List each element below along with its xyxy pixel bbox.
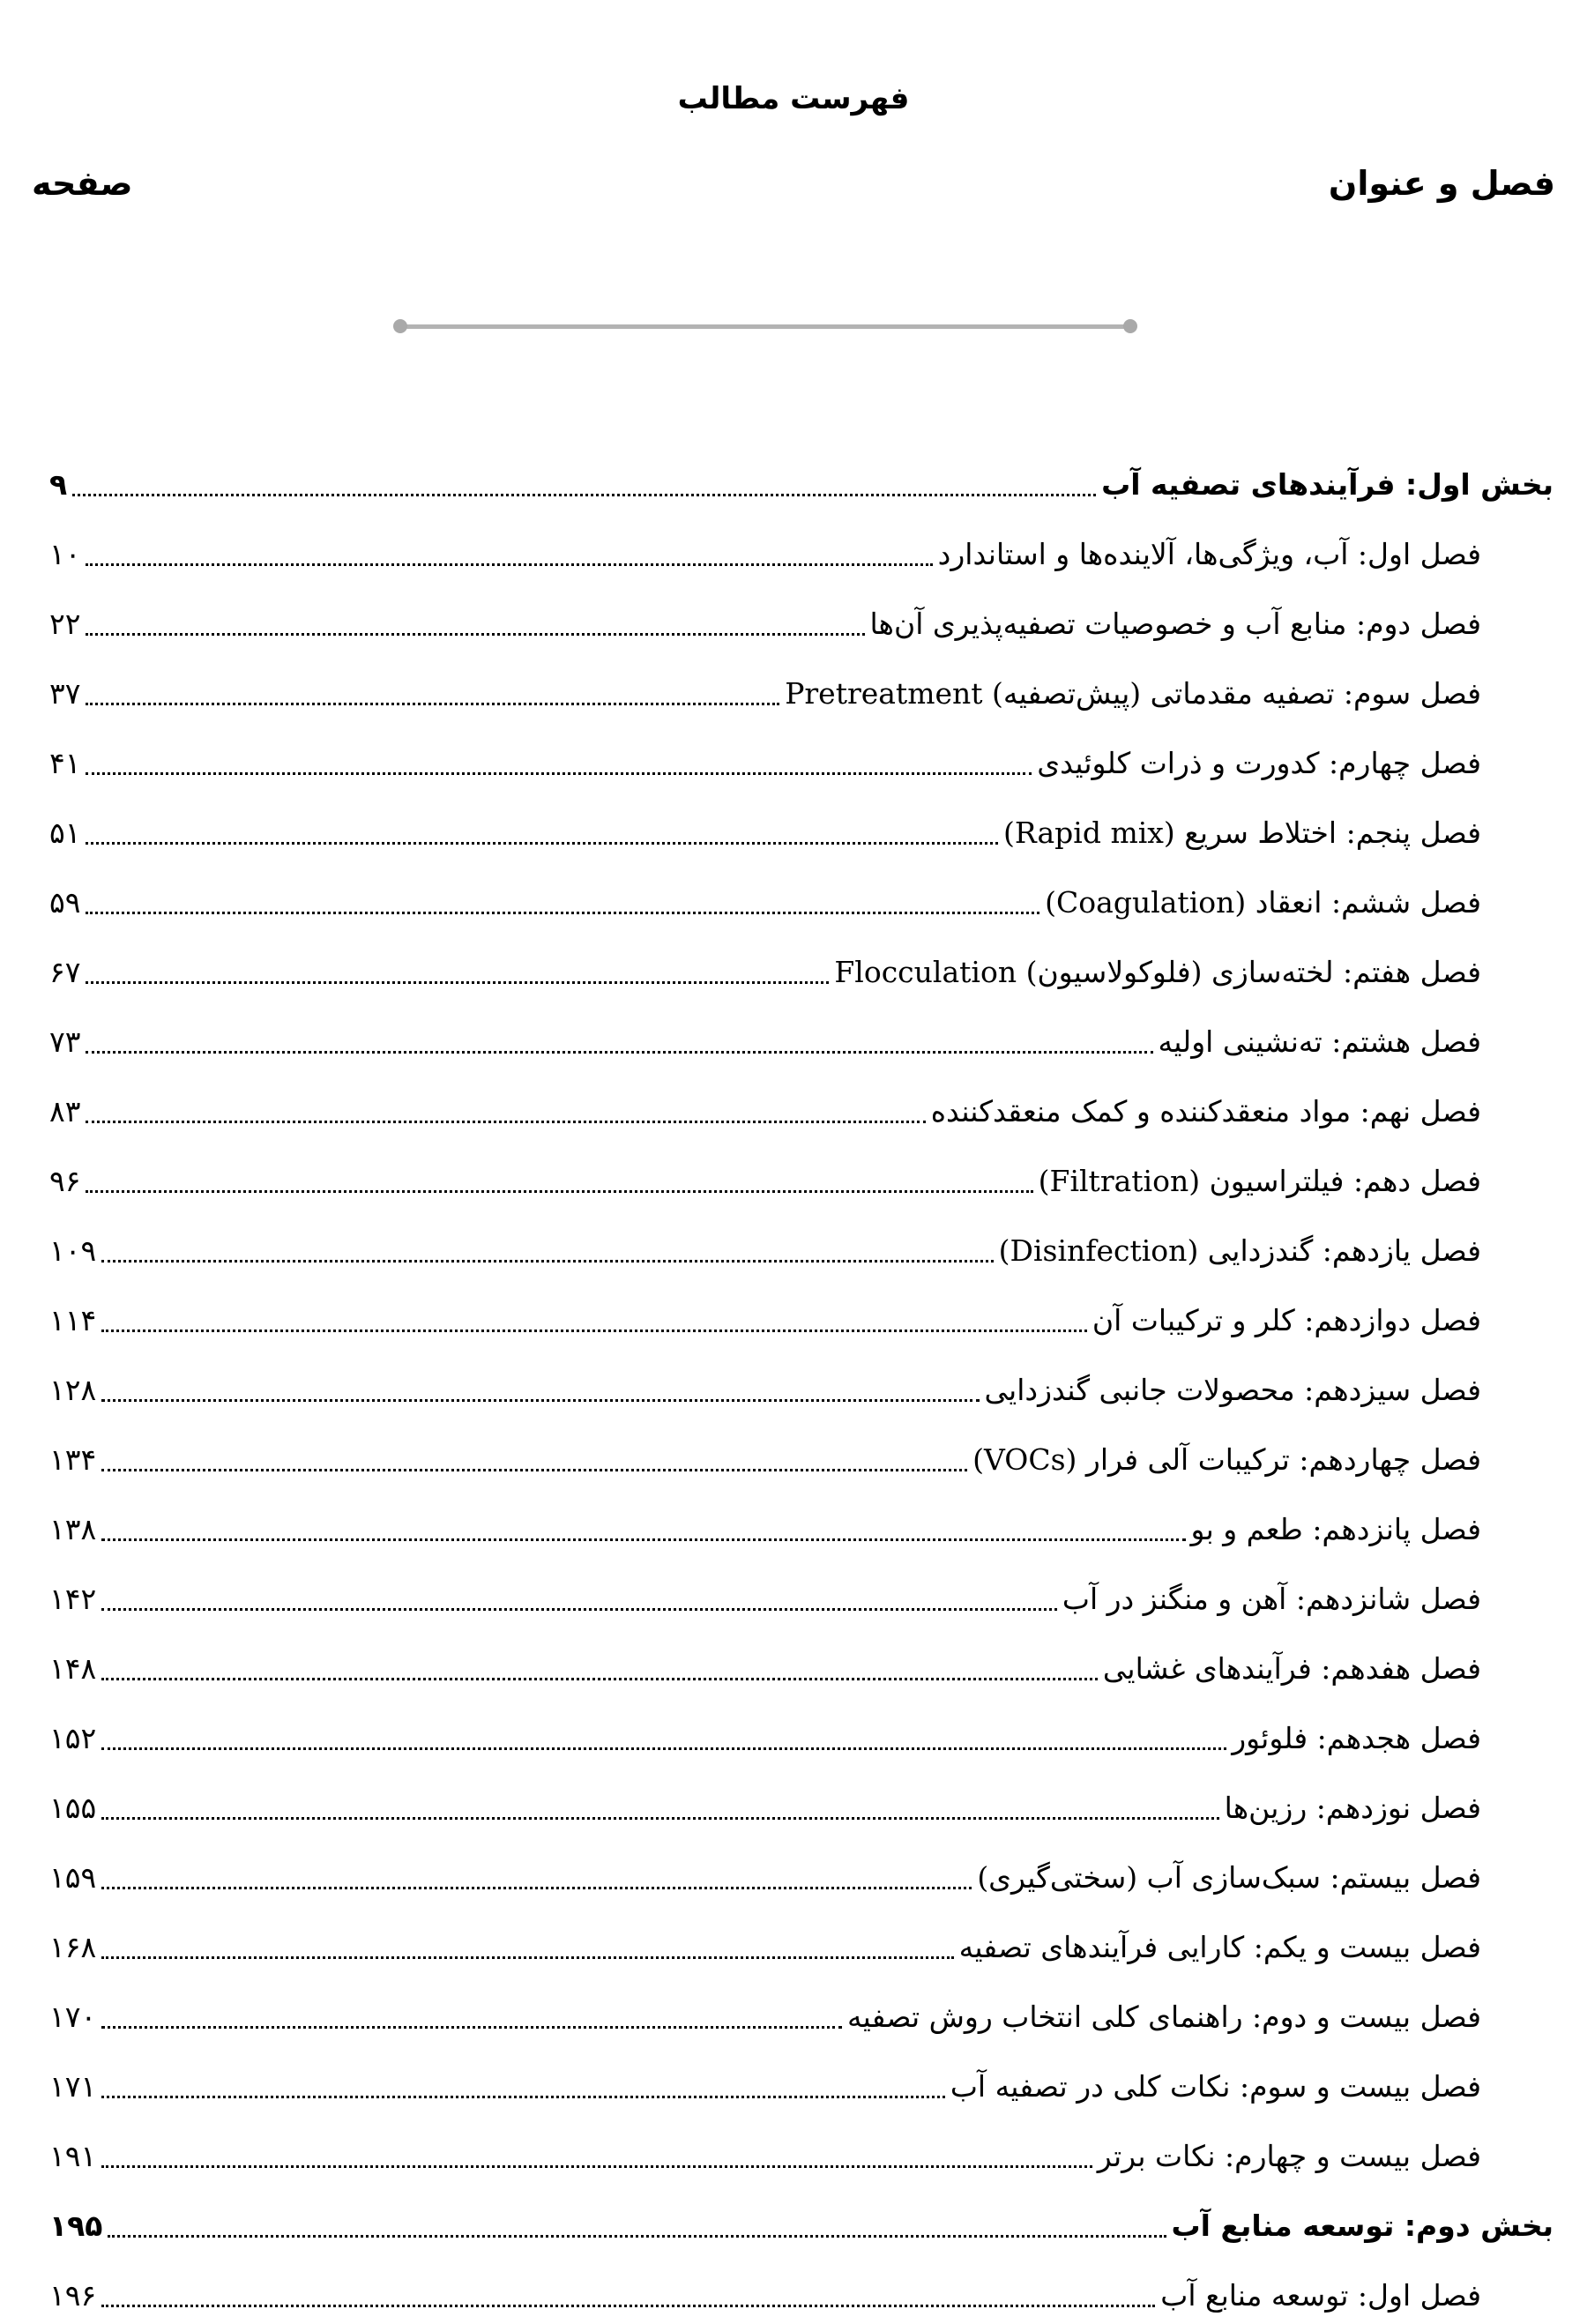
toc-page-number: ۱۷۰ <box>49 2000 97 2034</box>
toc-dot-leader <box>86 981 829 984</box>
toc-chapter-title: فصل نهم: مواد منعقدکننده و کمک منعقدکننده <box>930 1094 1481 1128</box>
toc-chapter-title: فصل سیزدهم: محصولات جانبی گندزدایی <box>984 1373 1481 1407</box>
toc-dot-leader <box>86 1121 925 1123</box>
toc-chapter-title: فصل اول: آب، ویژگی‌ها، آلاینده‌ها و استاندارد <box>937 537 1481 571</box>
toc-page-number: ۱۱۴ <box>49 1303 97 1337</box>
toc-chapter-title: فصل سوم: تصفیه مقدماتی (پیش‌تصفیه) Pretreatment <box>785 676 1481 711</box>
toc-page-number: ۱۴۲ <box>49 1582 97 1616</box>
toc-chapter-title: فصل پانزدهم: طعم و بو <box>1190 1512 1481 1546</box>
divider-dot-left <box>393 319 407 333</box>
toc-chapter-row[interactable] <box>0 1991 1587 2044</box>
toc-chapter-row[interactable] <box>0 807 1587 860</box>
toc-chapter-row[interactable] <box>0 876 1587 929</box>
toc-chapter-title: فصل دوم: منابع آب و خصوصیات تصفیه‌پذیری آن‌ها <box>869 607 1481 641</box>
toc-chapter-title: فصل بیست و دوم: راهنمای کلی انتخاب روش تصفیه <box>846 2000 1481 2034</box>
toc-page-number: ۱۹۱ <box>49 2139 97 2173</box>
toc-page-number: ۱۶۸ <box>49 1930 97 1964</box>
chapter-title-column-header: فصل و عنوان <box>1328 164 1555 203</box>
toc-chapter-row[interactable] <box>0 1573 1587 1626</box>
toc-chapter-row[interactable] <box>0 2060 1587 2113</box>
toc-dot-leader <box>101 1608 1057 1611</box>
toc-page-number: ۱۵۹ <box>49 1860 97 1895</box>
toc-part-title: بخش اول: فرآیندهای تصفیه آب <box>1101 467 1553 502</box>
toc-dot-leader <box>86 842 998 845</box>
toc-dot-leader <box>86 1190 1032 1193</box>
toc-chapter-row[interactable] <box>0 1225 1587 1277</box>
toc-page-number: ۱۳۴ <box>49 1442 97 1477</box>
toc-chapter-row[interactable] <box>0 1294 1587 1347</box>
toc-chapter-title: فصل بیست و سوم: نکات کلی در تصفیه آب <box>950 2069 1481 2104</box>
toc-dot-leader <box>86 563 932 566</box>
toc-dot-leader <box>108 2235 1166 2238</box>
toc-dot-leader <box>101 1887 972 1889</box>
toc-dot-leader <box>101 2305 1155 2307</box>
toc-chapter-row[interactable] <box>0 1016 1587 1069</box>
toc-dot-leader <box>101 1747 1226 1750</box>
toc-chapter-row[interactable] <box>0 1921 1587 1974</box>
toc-page-number: ۱۷۱ <box>49 2069 97 2104</box>
toc-dot-leader <box>86 1051 1152 1054</box>
decorative-divider <box>395 322 1136 331</box>
toc-chapter-row[interactable] <box>0 1712 1587 1765</box>
toc-chapter-row[interactable] <box>0 1434 1587 1486</box>
page-title: فهرست مطالب <box>677 81 910 116</box>
toc-dot-leader <box>101 2165 1092 2168</box>
toc-chapter-row[interactable] <box>0 946 1587 999</box>
toc-chapter-title: فصل نوزدهم: رزین‌ها <box>1224 1791 1481 1825</box>
toc-chapter-title: فصل دهم: فیلتراسیون (Filtration) <box>1038 1164 1481 1198</box>
divider-dot-right <box>1123 319 1137 333</box>
toc-page-number: ۱۰ <box>49 537 81 571</box>
toc-page-number: ۱۹۶ <box>49 2278 97 2313</box>
toc-chapter-title: فصل هفدهم: فرآیندهای غشایی <box>1102 1651 1481 1686</box>
toc-chapter-row[interactable] <box>0 1155 1587 1208</box>
toc-page-number: ۹ <box>49 467 68 502</box>
toc-dot-leader <box>101 1260 993 1263</box>
toc-dot-leader <box>101 1399 979 1402</box>
toc-chapter-title: فصل یازدهم: گندزدایی (Disinfection) <box>998 1233 1481 1268</box>
toc-page-number: ۱۵۲ <box>49 1721 97 1755</box>
toc-page-number: ۱۴۸ <box>49 1651 97 1686</box>
toc-page-number: ۱۲۸ <box>49 1373 97 1407</box>
toc-dot-leader <box>86 912 1039 914</box>
toc-dot-leader <box>101 2096 945 2098</box>
toc-chapter-row[interactable] <box>0 1364 1587 1417</box>
toc-page-number: ۱۹۵ <box>49 2209 103 2243</box>
toc-dot-leader <box>101 1678 1098 1680</box>
toc-chapter-title: فصل چهارم: کدورت و ذرات کلوئیدی <box>1037 746 1481 780</box>
toc-chapter-title: فصل هجدهم: فلوئور <box>1232 1721 1481 1755</box>
toc-page-number: ۳۷ <box>49 676 81 711</box>
toc-chapter-row[interactable] <box>0 1642 1587 1695</box>
toc-page-number: ۱۳۸ <box>49 1512 97 1546</box>
toc-chapter-title: فصل بیست و چهارم: نکات برتر <box>1097 2139 1481 2173</box>
toc-chapter-row[interactable] <box>0 528 1587 581</box>
toc-dot-leader <box>101 1538 1185 1541</box>
toc-chapter-row[interactable] <box>0 737 1587 790</box>
toc-chapter-row[interactable] <box>0 1503 1587 1556</box>
toc-chapter-title: فصل دوازدهم: کلر و ترکیبات آن <box>1092 1303 1481 1337</box>
toc-page-number: ۲۲ <box>49 607 81 641</box>
toc-chapter-row[interactable] <box>0 598 1587 651</box>
toc-chapter-row[interactable] <box>0 1085 1587 1138</box>
toc-page-number: ۹۶ <box>49 1164 81 1198</box>
toc-page-number: ۱۰۹ <box>49 1233 97 1268</box>
toc-dot-leader <box>72 494 1096 496</box>
toc-dot-leader <box>101 2026 842 2029</box>
toc-dot-leader <box>86 703 779 705</box>
toc-page-number: ۷۳ <box>49 1024 81 1059</box>
toc-dot-leader <box>86 633 864 636</box>
toc-chapter-row[interactable] <box>0 1782 1587 1835</box>
toc-chapter-row[interactable] <box>0 2269 1587 2322</box>
toc-page-number: ۱۵۵ <box>49 1791 97 1825</box>
toc-page-number: ۴۱ <box>49 746 81 780</box>
toc-page-number: ۶۷ <box>49 955 81 989</box>
toc-part-title: بخش دوم: توسعه منابع آب <box>1171 2209 1553 2243</box>
toc-page-number: ۵۹ <box>49 885 81 920</box>
toc-chapter-title: فصل اول: توسعه منابع آب <box>1160 2278 1481 2313</box>
toc-chapter-row[interactable] <box>0 2130 1587 2183</box>
toc-dot-leader <box>101 1469 967 1471</box>
toc-dot-leader <box>101 1956 953 1959</box>
toc-page-number: ۵۱ <box>49 816 81 850</box>
page-column-header: صفحه <box>32 164 133 203</box>
toc-chapter-title: فصل ششم: انعقاد (Coagulation) <box>1045 885 1481 920</box>
toc-dot-leader <box>86 772 1032 775</box>
toc-chapter-title: فصل هشتم: ته‌نشینی اولیه <box>1158 1024 1481 1059</box>
toc-chapter-title: فصل پنجم: اختلاط سریع (Rapid mix) <box>1003 816 1481 850</box>
toc-chapter-title: فصل بیستم: سبک‌سازی آب (سختی‌گیری) <box>977 1860 1481 1895</box>
toc-chapter-title: فصل چهاردهم: ترکیبات آلی فرار (VOCs) <box>972 1442 1481 1477</box>
toc-dot-leader <box>101 1817 1218 1820</box>
toc-part-row[interactable] <box>0 458 1587 511</box>
toc-dot-leader <box>101 1330 1087 1332</box>
toc-chapter-title: فصل شانزدهم: آهن و منگنز در آب <box>1062 1582 1481 1616</box>
toc-chapter-row[interactable] <box>0 667 1587 720</box>
toc-chapter-title: فصل بیست و یکم: کارایی فرآیندهای تصفیه <box>958 1930 1481 1964</box>
toc-part-row[interactable] <box>0 2200 1587 2253</box>
toc-chapter-title: فصل هفتم: لخته‌سازی (فلوکولاسیون) Flocculation <box>834 955 1481 989</box>
toc-chapter-row[interactable] <box>0 1851 1587 1904</box>
toc-page-number: ۸۳ <box>49 1094 81 1128</box>
